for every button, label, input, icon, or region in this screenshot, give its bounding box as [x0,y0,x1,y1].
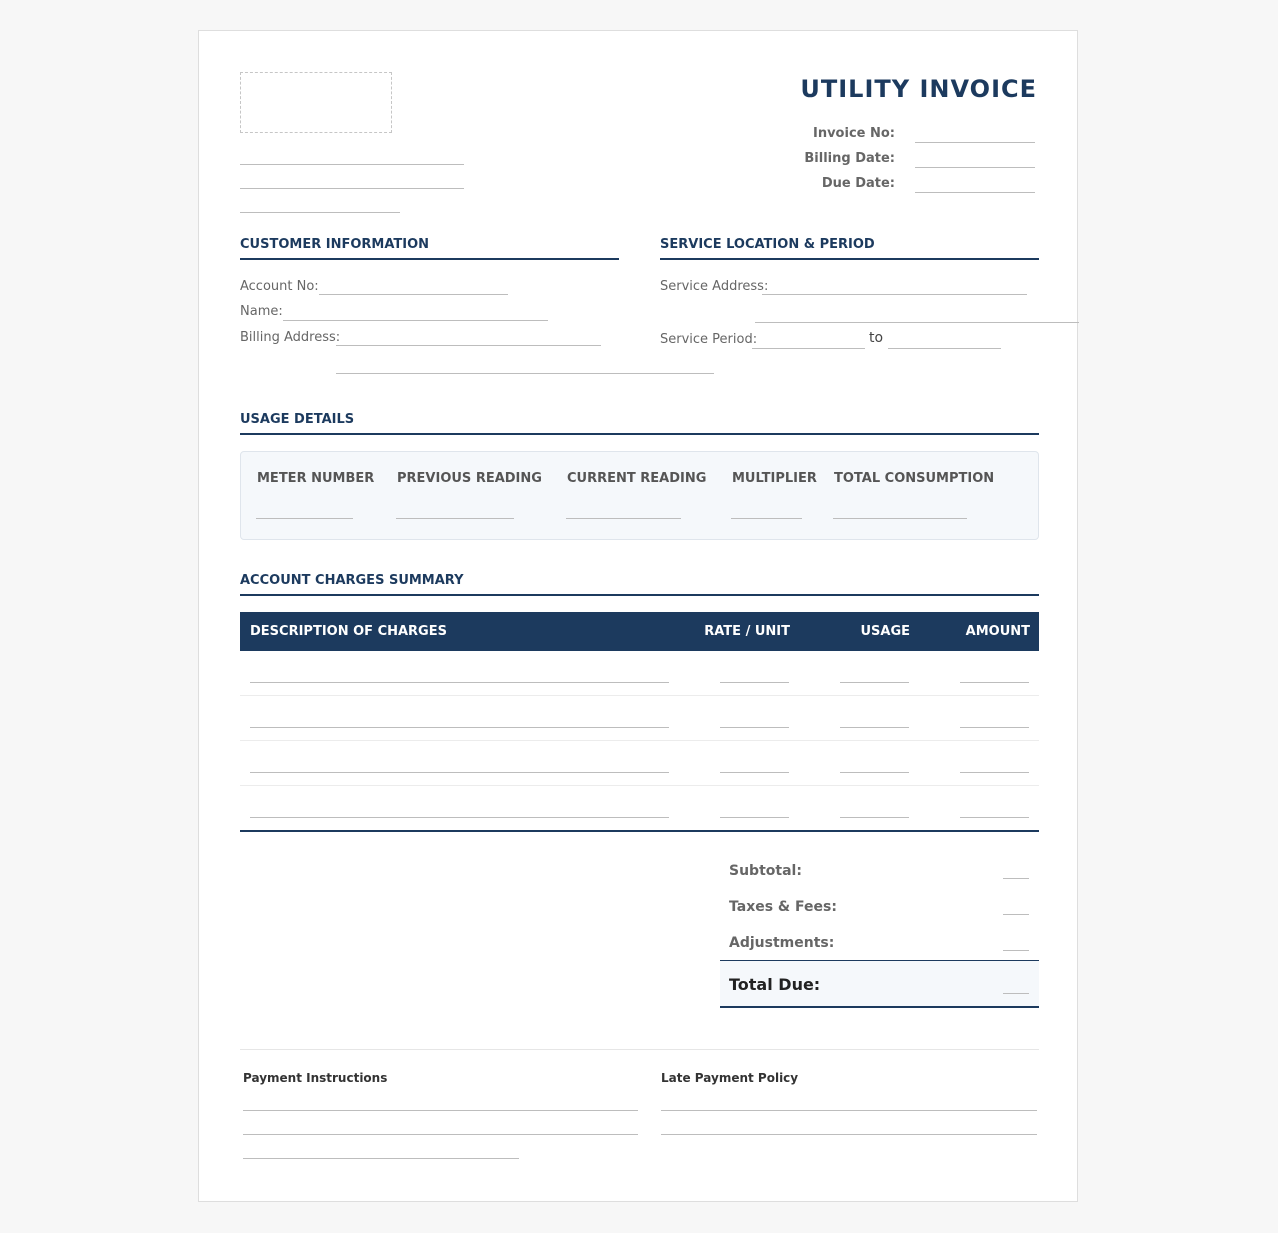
charge-rate-field[interactable] [720,682,789,683]
billing-address-label: Billing Address: [240,330,341,345]
charge-description-field[interactable] [250,727,669,728]
charge-rate-field[interactable] [720,727,789,728]
payment-instructions-line-3[interactable] [243,1158,519,1159]
adjustments-label: Adjustments: [729,935,835,951]
service-address-label: Service Address: [660,279,769,294]
logo-placeholder[interactable] [240,72,392,133]
charges-section-rule [240,594,1039,596]
row-divider [240,695,1039,696]
total-due-field[interactable] [1003,993,1029,994]
taxes-fees-field[interactable] [1003,914,1029,915]
charge-amount-field[interactable] [960,727,1029,728]
charge-description-field[interactable] [250,682,669,683]
total-due-label: Total Due: [729,975,821,994]
due-date-label: Due Date: [821,176,895,191]
service-period-to-label: to [869,330,884,346]
usage-col-total-consumption: TOTAL CONSUMPTION [834,471,995,486]
payment-instructions-line-1[interactable] [243,1110,638,1111]
company-line-3[interactable] [240,212,400,213]
charge-description-field[interactable] [250,817,669,818]
charges-col-rate-unit: RATE / UNIT [704,624,790,639]
customer-section-title: CUSTOMER INFORMATION [240,237,430,252]
late-payment-policy-title: Late Payment Policy [661,1071,799,1085]
service-address-field-1[interactable] [762,294,1027,295]
charges-table-header [240,612,1039,651]
row-divider [240,740,1039,741]
row-divider [240,785,1039,786]
invoice-title: UTILITY INVOICE [800,75,1037,103]
adjustments-field[interactable] [1003,950,1029,951]
payment-instructions-line-2[interactable] [243,1134,638,1135]
footer-divider [240,1049,1039,1050]
billing-address-field-2[interactable] [336,373,714,374]
total-due-panel [720,960,1039,1008]
invoice-no-label: Invoice No: [812,126,895,141]
billing-date-field[interactable] [915,167,1035,168]
multiplier-field[interactable] [731,518,802,519]
account-no-label: Account No: [240,279,319,294]
usage-col-meter-number: METER NUMBER [257,471,375,486]
account-no-field[interactable] [319,294,508,295]
charges-table-bottom-rule [240,830,1039,832]
taxes-fees-label: Taxes & Fees: [729,899,837,915]
service-section-rule [660,258,1039,260]
charges-section-title: ACCOUNT CHARGES SUMMARY [240,573,464,588]
charge-amount-field[interactable] [960,772,1029,773]
charge-rate-field[interactable] [720,817,789,818]
service-section-title: SERVICE LOCATION & PERIOD [660,237,875,252]
company-line-1[interactable] [240,164,464,165]
invoice-no-field[interactable] [915,142,1035,143]
usage-col-previous-reading: PREVIOUS READING [397,471,542,486]
current-reading-field[interactable] [566,518,681,519]
payment-instructions-title: Payment Instructions [243,1071,388,1085]
name-label: Name: [240,304,283,319]
previous-reading-field[interactable] [396,518,514,519]
usage-section-rule [240,433,1039,435]
name-field[interactable] [283,320,548,321]
charge-rate-field[interactable] [720,772,789,773]
usage-section-title: USAGE DETAILS [240,412,355,427]
charge-amount-field[interactable] [960,682,1029,683]
charge-usage-field[interactable] [840,772,909,773]
service-address-field-2[interactable] [755,322,1079,323]
late-payment-policy-line-2[interactable] [661,1134,1037,1135]
usage-col-current-reading: CURRENT READING [567,471,707,486]
subtotal-field[interactable] [1003,878,1029,879]
company-line-2[interactable] [240,188,464,189]
charge-amount-field[interactable] [960,817,1029,818]
subtotal-label: Subtotal: [729,863,802,879]
charge-description-field[interactable] [250,772,669,773]
usage-col-multiplier: MULTIPLIER [732,471,817,486]
late-payment-policy-line-1[interactable] [661,1110,1037,1111]
billing-date-label: Billing Date: [804,151,895,166]
charge-usage-field[interactable] [840,817,909,818]
service-period-label: Service Period: [660,332,758,347]
service-period-end-field[interactable] [888,348,1001,349]
invoice-page [198,30,1078,1202]
total-consumption-field[interactable] [833,518,967,519]
due-date-field[interactable] [915,192,1035,193]
charges-col-description: DESCRIPTION OF CHARGES [250,624,447,639]
meter-number-field[interactable] [256,518,353,519]
billing-address-field-1[interactable] [336,345,601,346]
customer-section-rule [240,258,619,260]
charge-usage-field[interactable] [840,682,909,683]
charges-col-usage: USAGE [860,624,910,639]
usage-panel [240,451,1039,540]
charge-usage-field[interactable] [840,727,909,728]
charges-col-amount: AMOUNT [965,624,1030,639]
service-period-start-field[interactable] [752,348,865,349]
